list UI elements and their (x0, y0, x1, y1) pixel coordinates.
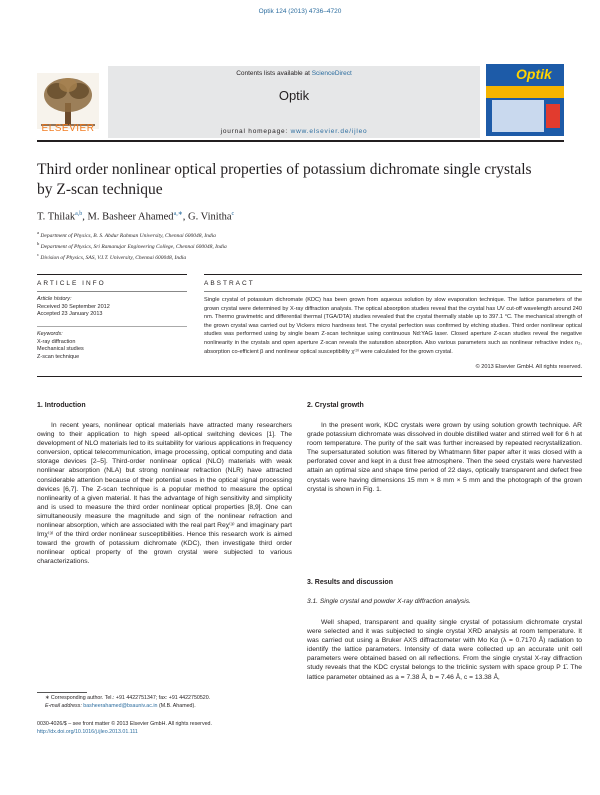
affiliation-text: Division of Physics, SAS, V.I.T. University, Chennai 600048, India (40, 254, 187, 261)
intro-heading: 1. Introduction (37, 402, 86, 409)
affiliation-text: Department of Physics, B. S. Abdur Rahman University, Chennai 600048, India (40, 232, 216, 239)
title-line-2: by Z-scan technique (37, 181, 163, 198)
issn-line: 0030-4026/$ – see front matter © 2013 Elsevier GmbH. All rights reserved. (37, 721, 212, 727)
email-label: E-mail address: (45, 703, 84, 709)
homepage-link[interactable]: www.elsevier.de/ijleo (290, 128, 368, 135)
article-info-heading: ARTICLE INFO (37, 280, 106, 287)
abstract-text: Single crystal of potassium dichromate (KDC) has been grown from aqueous solution by slow evaporation technique. The lattice parameters of the grown crystal were determined by X-ray diffraction analysis. The optical absorption studies reveal that the crystal has UV cut-off wavelength around 240 nm. Thermo gravimetric and differential thermal (TGA/DTA) studies revealed that the crystal thermally stable up to 397.1 °C. The mechanical strength of the grown crystal was carried out by Vickers micro hardness test. The crystal perfection was confirmed by etching studies. Third order nonlinear optical studies was performed using by single beam Z-scan technique using continuous Nd:YAG laser. Closed aperture Z-scan studies reveal the negative nonlinearity in the crystals and open aperture Z-scan reveals the saturation absorption. Also various parameters such as nonlinear refractive index n₂, absorption co-efficient β and nonlinear optical susceptibility χ⁽³⁾ were calculated for the grown crystal. (204, 297, 582, 355)
title-line-1: Third order nonlinear optical properties of potassium dichromate single crystals (37, 161, 532, 178)
affiliation-item (37, 251, 227, 262)
email-suffix: (M.B. Ahamed). (157, 703, 196, 709)
cover-band (486, 86, 564, 98)
doi-link[interactable]: http://dx.doi.org/10.1016/j.ijleo.2013.01.111 (37, 729, 138, 735)
intro-paragraph: In recent years, nonlinear optical materials have attracted many researchers owing to their application to high speed all-optical switching devices [1]. The development of NLO materials led to its suitability for various applications in frequency conversion, optical telecommunication, image processing, optical computing and data storage devices [2–5]. Third-order nonlinear optical (NLO) materials with weak nonlinear absorption (NLA) but strong nonlinear refraction (NLR) have attracted considerable attention because of their potential uses in the optical signal processing devices [6,7]. The Z-scan technique is a popular method to measure the optical nonlinearity of a given material. It has the advantage of high sensitivity and simplicity and is used to measure the third order nonlinear optical properties [8,9]. One can simultaneously measure the magnitude and sign of the nonlinear refraction and nonlinear absorption, which are associated with the real part Reχ⁽³⁾ and imaginary part Imχ⁽³⁾ of the third order nonlinear susceptibilities. Hence this research work is aimed toward the growth of potassium dichromate (KDC), then investigate third order nonlinear optical property of the grown crystal were subjected to various characterizations. (37, 422, 292, 566)
keyword-item: X-ray diffraction (37, 338, 76, 345)
info-sub-rule (37, 291, 187, 292)
journal-name: Optik (278, 88, 310, 103)
growth-heading: 2. Crystal growth (307, 402, 364, 409)
author-name: M. Basheer Ahamed (87, 211, 174, 223)
keywords-label: Keywords: (37, 331, 63, 337)
email-line (45, 702, 300, 710)
subsection-heading: 3.1. Single crystal and powder X-ray diffraction analysis. (307, 598, 471, 605)
abstract-copyright: © 2013 Elsevier GmbH. All rights reserved. (475, 364, 582, 370)
author-list: T. Thilak$^{a,b}$, M. Basheer Ahamed$^{a,∗}$, G. Vinitha$^c$ (37, 211, 235, 223)
publisher-name: ELSEVIER (41, 123, 95, 134)
cover-accent (546, 104, 560, 128)
article-title (37, 160, 577, 200)
author-affiliation-mark[interactable]: a,∗ (173, 211, 183, 217)
sciencedirect-link[interactable]: ScienceDirect (311, 70, 352, 77)
history-label: Article history: (37, 296, 72, 302)
info-top-rule (37, 274, 187, 275)
results-body (307, 618, 582, 682)
growth-paragraph: In the present work, KDC crystals were grown by using solution growth technique. AR grade potassium dichromate was dissolved in double distilled water and stirred well for 6 h at room temperature. The purity of the salt was further increased by repeated recrystallization. The supersaturated solution was filtered by Whatmann filter paper after it was closed with a perforated cover and kept in a dust free atmosphere. Then the seed crystals were harvested attain an optimal size and shape time period of 22 days, optically transparent and defect free crystals were having dimensions 15 mm × 8 mm × 5 mm and the photograph of the grown crystal is shown in Fig. 1. (307, 422, 582, 493)
abstract-top-rule (204, 274, 582, 275)
author-name: G. Vinitha (188, 211, 232, 223)
journal-homepage (108, 128, 480, 135)
growth-body (307, 421, 582, 494)
author-affiliation-mark[interactable]: c (231, 211, 235, 217)
accepted-date: Accepted 23 January 2013 (37, 311, 103, 317)
author-name: T. Thilak (37, 211, 76, 223)
abstract-sub-rule (204, 291, 582, 292)
journal-reference: Optik 124 (2013) 4736–4720 (258, 8, 342, 15)
front-matter (37, 720, 337, 736)
affiliation-item (37, 229, 227, 240)
article-history (37, 296, 187, 319)
cover-illustration (492, 100, 544, 132)
results-heading: 3. Results and discussion (307, 579, 393, 586)
history-divider (37, 326, 187, 327)
email-link[interactable]: basheerahamed@bsauniv.ac.in (83, 703, 158, 709)
affiliation-label: a (37, 230, 40, 235)
affiliations (37, 229, 227, 261)
cover-title: Optik (516, 66, 552, 82)
corresponding-author: ∗ Corresponding author. Tel.: +91 4422751347; fax: +91 4422750520. (45, 695, 211, 701)
keyword-item: Z-scan technique (37, 353, 80, 360)
keywords-block (37, 331, 187, 361)
footnote-rule (37, 692, 87, 693)
homepage-label: journal homepage: (220, 128, 291, 135)
contents-prefix: Contents lists available at (236, 70, 312, 77)
keyword-item: Mechanical studies (37, 346, 84, 352)
contents-line (108, 70, 480, 77)
corresponding-footnote (45, 694, 300, 710)
author-affiliation-mark[interactable]: a,b (75, 211, 83, 217)
affiliation-item (37, 240, 227, 251)
intro-body (37, 421, 292, 567)
header-rule (37, 140, 564, 142)
abstract-heading: ABSTRACT (204, 280, 255, 287)
received-date: Received 30 September 2012 (37, 303, 110, 310)
affiliation-label: b (37, 240, 40, 246)
journal-cover-image (486, 64, 564, 136)
results-paragraph: Well shaped, transparent and quality single crystal of potassium dichromate crystal were selected and it was subjected to single crystal XRD analysis at room temperature. It was carried out using a Bruker AXS diffractometer with Mo Kα (λ = 0.7170 Å) radiation to identify the lattice parameters. Intensity of data were collected up an accurate unit cell parameters were obtained based on all reflections. From the single crystal X-ray diffraction study reveals that the KDC crystal belongs to the triclinic system with space group P 1̄. The lattice parameter obtained as a = 7.38 Å, b = 7.46 Å, c = 13.38 Å, (307, 619, 582, 681)
affiliation-text: Department of Physics, Sri Ramanujar Engineering College, Chennai 600048, India (40, 243, 227, 250)
abstract-bottom-rule (37, 376, 582, 377)
affiliation-label: c (37, 251, 40, 257)
